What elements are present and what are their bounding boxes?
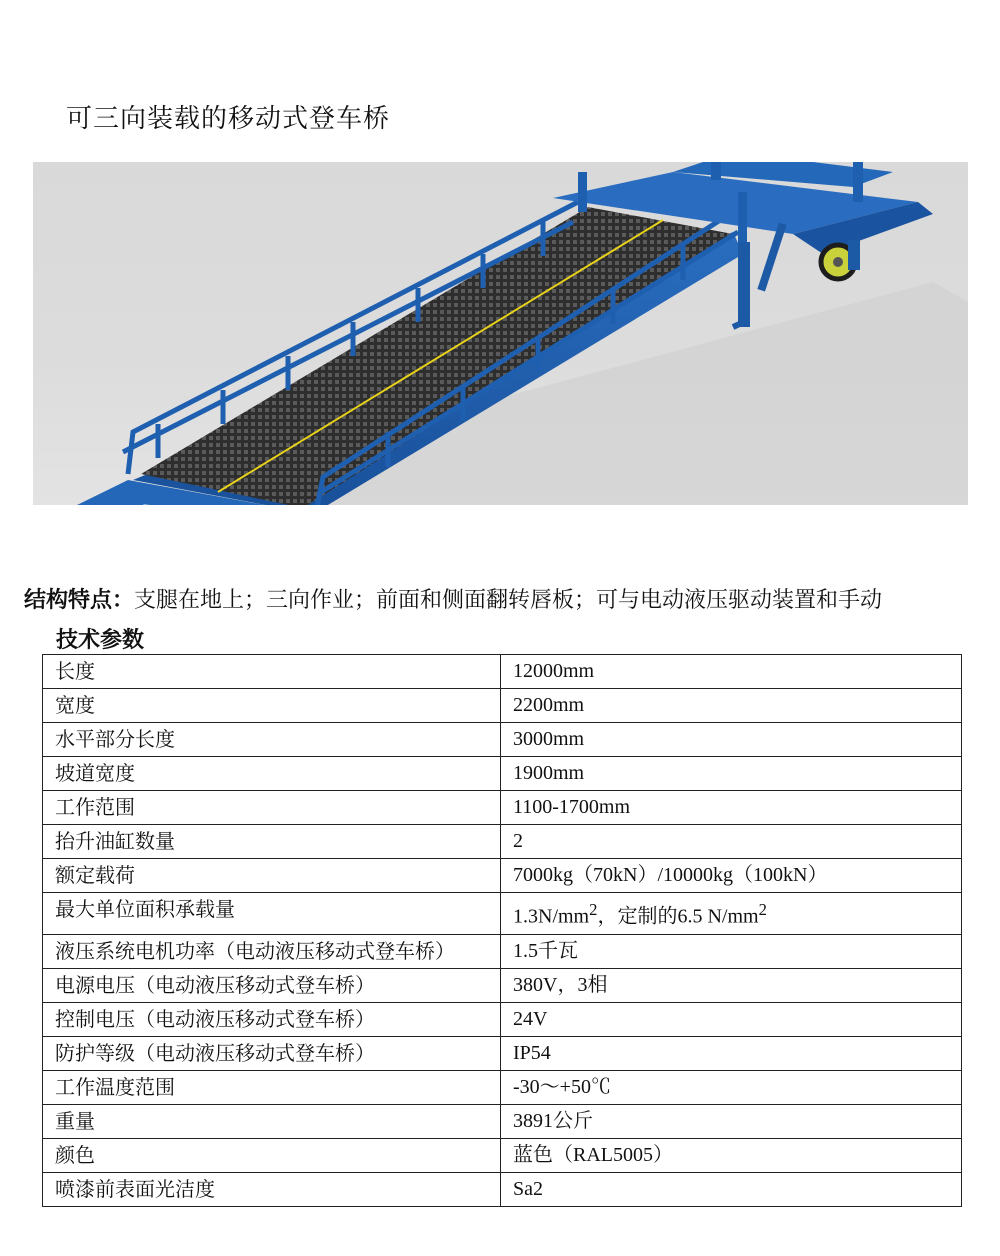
spec-heading: 技术参数 <box>56 628 145 653</box>
spec-value: 3891公斤 <box>501 1104 962 1138</box>
spec-label: 控制电压（电动液压移动式登车桥） <box>43 1002 501 1036</box>
spec-label: 电源电压（电动液压移动式登车桥） <box>43 968 501 1002</box>
spec-value: 蓝色（RAL5005） <box>501 1138 962 1172</box>
table-row <box>43 689 962 723</box>
spec-value: -30～+50℃ <box>501 1070 962 1104</box>
yard-ramp-illustration <box>33 162 968 505</box>
support-leg <box>738 242 750 327</box>
features-lead: 结构特点： <box>24 588 135 613</box>
spec-value: 380V，3相 <box>501 968 962 1002</box>
spec-label: 工作范围 <box>43 791 501 825</box>
table-row <box>43 859 962 893</box>
table-row <box>43 1070 962 1104</box>
table-row <box>43 1172 962 1206</box>
spec-value: 1100-1700mm <box>501 791 962 825</box>
table-row <box>43 757 962 791</box>
product-photo <box>33 162 968 505</box>
spec-label: 液压系统电机功率（电动液压移动式登车桥） <box>43 934 501 968</box>
spec-value: 7000kg（70kN）/10000kg（100kN） <box>501 859 962 893</box>
table-row <box>43 791 962 825</box>
spec-value: 3000mm <box>501 723 962 757</box>
table-row <box>43 968 962 1002</box>
spec-label: 额定载荷 <box>43 859 501 893</box>
table-row <box>43 825 962 859</box>
spec-value: Sa2 <box>501 1172 962 1206</box>
spec-value-part: 1.3N/mm <box>513 905 590 928</box>
table-row <box>43 723 962 757</box>
spec-value: 1900mm <box>501 757 962 791</box>
spec-value-part: ，定制的6.5 N/mm <box>597 905 759 928</box>
spec-label: 重量 <box>43 1104 501 1138</box>
spec-label: 坡道宽度 <box>43 757 501 791</box>
spec-value: 2200mm <box>501 689 962 723</box>
spec-value: 2 <box>501 825 962 859</box>
spec-value: 1.5千瓦 <box>501 934 962 968</box>
spec-label: 长度 <box>43 655 501 689</box>
table-row <box>43 1104 962 1138</box>
table-row <box>43 1036 962 1070</box>
spec-label: 水平部分长度 <box>43 723 501 757</box>
table-row <box>43 893 962 935</box>
table-row <box>43 655 962 689</box>
page-title: 可三向装载的移动式登车桥 <box>66 104 391 134</box>
table-row <box>43 1002 962 1036</box>
spec-label: 防护等级（电动液压移动式登车桥） <box>43 1036 501 1070</box>
table-row <box>43 934 962 968</box>
superscript: 2 <box>589 900 598 919</box>
superscript: 2 <box>758 900 767 919</box>
table-row <box>43 1138 962 1172</box>
spec-label: 颜色 <box>43 1138 501 1172</box>
spec-value: 24V <box>501 1002 962 1036</box>
features-line <box>24 583 1000 614</box>
spec-label: 抬升油缸数量 <box>43 825 501 859</box>
spec-label: 工作温度范围 <box>43 1070 501 1104</box>
spec-label: 宽度 <box>43 689 501 723</box>
spec-value: IP54 <box>501 1036 962 1070</box>
spec-value <box>501 893 962 935</box>
spec-table <box>42 654 962 1207</box>
spec-value: 12000mm <box>501 655 962 689</box>
spec-label: 最大单位面积承载量 <box>43 893 501 935</box>
spec-label: 喷漆前表面光洁度 <box>43 1172 501 1206</box>
features-text: 支腿在地上；三向作业；前面和侧面翻转唇板；可与电动液压驱动装置和手动 <box>134 588 883 613</box>
